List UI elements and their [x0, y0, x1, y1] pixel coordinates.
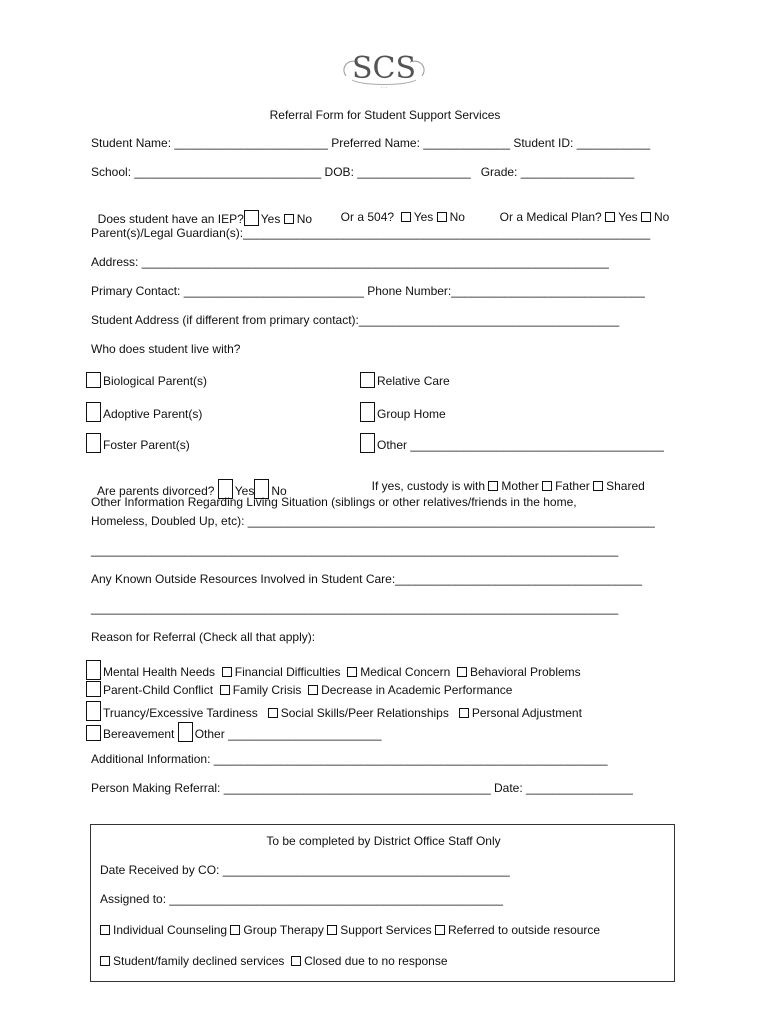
reason-row-1: [86, 660, 581, 680]
closed-checkbox[interactable]: [291, 956, 301, 966]
adoptive-label: Adoptive Parent(s): [103, 407, 203, 421]
outside-resource-label: Referred to outside resource: [448, 923, 601, 937]
iep-yes-checkbox[interactable]: [244, 210, 259, 226]
individual-label: Individual Counseling: [113, 923, 228, 937]
iep-no-checkbox[interactable]: [284, 214, 294, 224]
iep-question: Does student have an IEP?: [97, 212, 244, 226]
family-crisis-checkbox[interactable]: [220, 685, 230, 695]
address-field[interactable]: Address: ______________________________________________________________________: [91, 255, 609, 269]
parent-child-label: Parent-Child Conflict: [103, 683, 214, 697]
academic-label: Decrease in Academic Performance: [321, 683, 513, 697]
bereavement-label: Bereavement: [103, 727, 175, 741]
custody-father-label: Father: [555, 479, 590, 493]
divorce-yes-label: Yes: [234, 484, 255, 498]
iep-yes-label: Yes: [260, 212, 281, 226]
group-home-checkbox[interactable]: [360, 402, 375, 422]
biological-label: Biological Parent(s): [103, 374, 208, 388]
resources-field[interactable]: Any Known Outside Resources Involved in Student Care:_____________________________________: [91, 572, 643, 586]
reason-other-label: Other _______________________: [194, 727, 382, 741]
staff-only-box: [90, 824, 675, 982]
living-other[interactable]: [360, 433, 664, 453]
staff-options-row-2: [100, 954, 448, 968]
504-yes-label: Yes: [413, 210, 434, 224]
custody-father-checkbox[interactable]: [542, 481, 552, 491]
scs-logo: [338, 46, 430, 96]
bereavement-checkbox[interactable]: [86, 725, 101, 741]
custody-mother-checkbox[interactable]: [488, 481, 498, 491]
medical-yes-checkbox[interactable]: [605, 212, 615, 222]
living-biological[interactable]: [86, 372, 207, 388]
support-services-label: Support Services: [340, 923, 432, 937]
other-info-field-2[interactable]: _______________________________________________________________________________: [91, 543, 619, 557]
outside-resource-checkbox[interactable]: [435, 925, 445, 935]
social-checkbox[interactable]: [268, 708, 278, 718]
support-services-checkbox[interactable]: [327, 925, 337, 935]
medical-yes-label: Yes: [618, 210, 638, 224]
relative-label: Relative Care: [377, 374, 450, 388]
closed-label: Closed due to no response: [304, 954, 448, 968]
behavioral-checkbox[interactable]: [457, 667, 467, 677]
divorce-question: Are parents divorced?: [97, 484, 215, 498]
living-adoptive[interactable]: [86, 402, 202, 422]
school-field[interactable]: School: ____________________________ DOB: _________________ Grade: _________________: [91, 165, 635, 179]
reason-row-3: [86, 701, 582, 721]
assigned-to-field[interactable]: Assigned to: __________________________________________________: [100, 892, 504, 906]
person-referral-field[interactable]: Person Making Referral: ________________________________________ Date: ________________: [91, 781, 633, 795]
parent-child-checkbox[interactable]: [86, 681, 101, 697]
staff-options-row-1: [100, 923, 600, 937]
living-group-home[interactable]: [360, 402, 446, 422]
staff-heading: To be completed by District Office Staff Only: [266, 834, 501, 848]
group-home-label: Group Home: [377, 407, 446, 421]
custody-mother-label: Mother: [501, 479, 539, 493]
504-yes-checkbox[interactable]: [401, 212, 411, 222]
svg-text:SCS: SCS: [351, 51, 417, 86]
iep-no-label: No: [296, 212, 313, 226]
mental-health-label: Mental Health Needs: [103, 665, 216, 679]
other-info-label: Other Information Regarding Living Situation (siblings or other relatives/friends in the home,: [91, 495, 577, 509]
foster-checkbox[interactable]: [86, 433, 101, 453]
svg-text:• • •: • • •: [380, 85, 388, 89]
medical-concern-label: Medical Concern: [360, 665, 451, 679]
financial-label: Financial Difficulties: [234, 665, 341, 679]
medical-no-checkbox[interactable]: [641, 212, 651, 222]
financial-checkbox[interactable]: [222, 667, 232, 677]
504-no-label: No: [449, 210, 465, 224]
reason-heading: Reason for Referral (Check all that apply):: [91, 630, 316, 644]
group-therapy-label: Group Therapy: [243, 923, 324, 937]
family-crisis-label: Family Crisis: [232, 683, 302, 697]
custody-shared-label: Shared: [606, 479, 645, 493]
individual-checkbox[interactable]: [100, 925, 110, 935]
custody-question: If yes, custody is with: [371, 479, 486, 493]
truancy-label: Truancy/Excessive Tardiness: [103, 706, 258, 720]
medical-plan-row: [493, 196, 669, 224]
living-other-label: Other ______________________________________: [377, 438, 664, 452]
iep-row: [91, 196, 312, 226]
relative-checkbox[interactable]: [360, 372, 375, 388]
student-name-field[interactable]: Student Name: _______________________ Preferred Name: _____________ Student ID: ___________: [91, 136, 651, 150]
living-relative[interactable]: [360, 372, 450, 388]
declined-checkbox[interactable]: [100, 956, 110, 966]
reason-other-checkbox[interactable]: [178, 722, 193, 742]
personal-checkbox[interactable]: [459, 708, 469, 718]
other-info-field[interactable]: Homeless, Doubled Up, etc): _____________________________________________________________: [91, 514, 655, 528]
primary-contact-field[interactable]: Primary Contact: ___________________________ Phone Number:_____________________________: [91, 284, 645, 298]
social-label: Social Skills/Peer Relationships: [280, 706, 449, 720]
behavioral-label: Behavioral Problems: [469, 665, 581, 679]
lives-with-question: Who does student live with?: [91, 342, 241, 356]
resources-field-2[interactable]: _______________________________________________________________________________: [91, 601, 619, 615]
living-other-checkbox[interactable]: [360, 433, 375, 453]
academic-checkbox[interactable]: [308, 685, 318, 695]
foster-label: Foster Parent(s): [103, 438, 190, 452]
reason-row-2: [86, 681, 512, 697]
divorce-row: [91, 465, 287, 499]
custody-shared-checkbox[interactable]: [593, 481, 603, 491]
group-therapy-checkbox[interactable]: [230, 925, 240, 935]
date-received-field[interactable]: Date Received by CO: ___________________________________________: [100, 863, 510, 877]
personal-label: Personal Adjustment: [471, 706, 582, 720]
biological-checkbox[interactable]: [86, 372, 101, 388]
medical-concern-checkbox[interactable]: [347, 667, 357, 677]
custody-row: [365, 465, 645, 493]
form-title: Referral Form for Student Support Services: [269, 108, 501, 122]
504-question: Or a 504?: [340, 210, 395, 224]
additional-info-field[interactable]: Additional Information: ___________________________________________________________: [91, 752, 608, 766]
adoptive-checkbox[interactable]: [86, 402, 101, 422]
guardians-field[interactable]: Parent(s)/Legal Guardian(s):_____________________________________________________________: [91, 226, 651, 240]
declined-label: Student/family declined services: [113, 954, 285, 968]
504-row: [334, 196, 465, 224]
truancy-checkbox[interactable]: [86, 701, 101, 721]
medical-plan-question: Or a Medical Plan?: [499, 210, 602, 224]
divorce-no-label: No: [271, 484, 287, 498]
mental-health-checkbox[interactable]: [86, 660, 101, 680]
medical-no-label: No: [653, 210, 670, 224]
504-no-checkbox[interactable]: [437, 212, 447, 222]
living-foster[interactable]: [86, 433, 190, 453]
student-address-field[interactable]: Student Address (if different from primary contact):_______________________________________: [91, 313, 620, 327]
reason-row-4: [86, 722, 382, 742]
